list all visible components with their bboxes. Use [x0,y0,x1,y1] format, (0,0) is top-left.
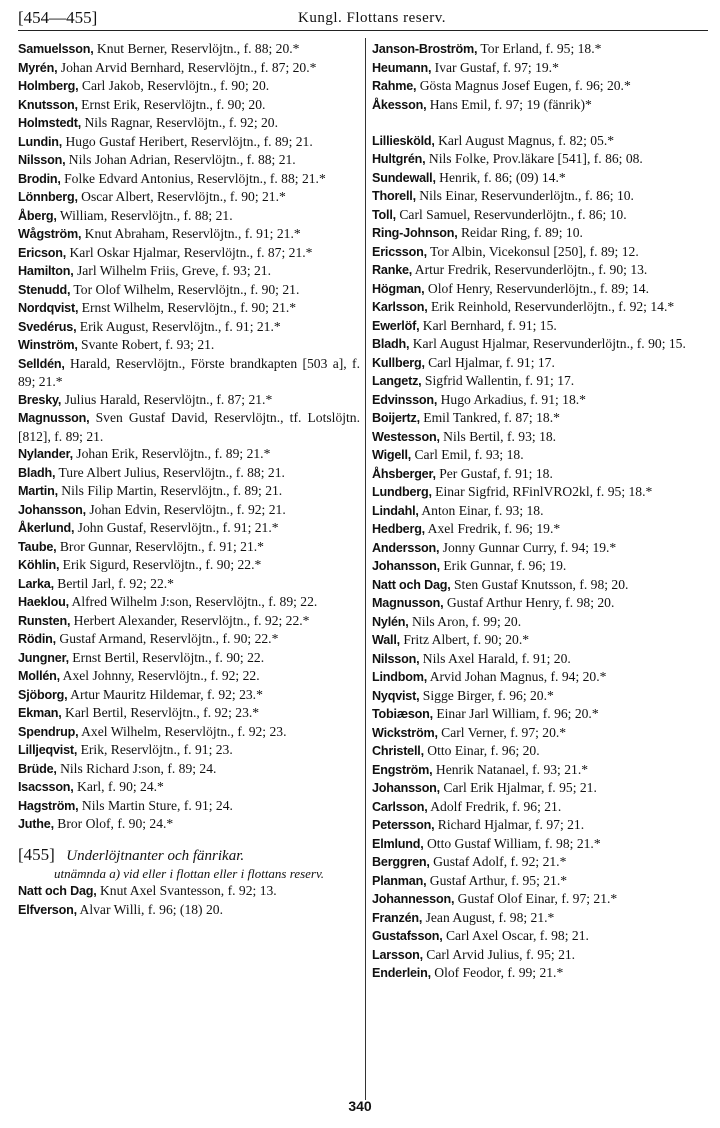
register-entry [18,901,360,920]
entry-details: Nils Ragnar, Reservlöjtn., f. 92; 20. [81,115,278,130]
register-entry [18,575,360,594]
entry-surname: Winström, [18,338,78,352]
entry-details: Sten Gustaf Knutsson, f. 98; 20. [450,576,629,592]
entry-surname: Lilliesköld, [372,133,435,148]
entry-surname: Johansson, [18,502,86,517]
register-entry [372,946,708,965]
register-entry [372,59,708,78]
entry-details: Knut Berner, Reservlöjtn., f. 88; 20.* [93,41,300,56]
entry-details: Jarl Wilhelm Friis, Greve, f. 93; 21. [73,263,271,278]
entry-details: Herbert Alexander, Reservlöjtn., f. 92; 22.* [70,612,310,628]
page-number: 340 [348,1098,372,1114]
register-entry [18,355,360,391]
register-entry [372,668,708,687]
entry-details: Hans Emil, f. 97; 19 (fänrik)* [426,96,592,112]
register-entry [372,40,708,59]
entry-details: Bror Olof, f. 90; 24.* [53,816,174,831]
entry-details: Ernst Wilhelm, Reservlöjtn., f. 90; 21.* [78,300,297,315]
entry-details: Sven Gustaf David, Reservlöjtn., tf. Lotslöjtn. [812], f. 89; 21. [18,410,360,444]
entry-surname: Johansson, [372,781,440,795]
entry-surname: Lindahl, [372,503,419,518]
entry-details: Jean August, f. 98; 21.* [422,909,555,925]
register-entry [18,704,360,723]
register-entry [372,576,708,595]
column-divider [365,38,366,1100]
entry-surname: Hagström, [18,798,79,813]
register-entry [18,815,360,834]
entry-details: Svante Robert, f. 93; 21. [77,337,215,352]
entry-surname: Juthe, [18,817,54,831]
entry-details: Karl August Magnus, f. 82; 05.* [434,132,615,148]
register-entry [372,261,708,280]
entry-details: Gustaf Adolf, f. 92; 21.* [429,854,567,869]
register-entry [18,649,360,668]
entry-details: Reidar Ring, f. 89; 10. [457,225,583,240]
register-entry [372,761,708,780]
entry-surname: Wigell, [372,448,412,462]
entry-details: Jonny Gunnar Curry, f. 94; 19.* [439,539,617,555]
entry-details: Einar Sigfrid, RFinlVRO2kl, f. 95; 18.* [431,484,653,499]
entry-surname: Lindbom, [372,670,428,684]
register-entry [18,686,360,705]
entry-surname: Carlsson, [372,799,428,814]
entry-surname: Hamilton, [18,264,74,278]
entry-details: Otto Einar, f. 96; 20. [423,743,540,758]
entry-details: Carl Emil, f. 93; 18. [411,447,524,462]
register-entry [18,391,360,410]
entry-details: Johan Edvin, Reservlöjtn., f. 92; 21. [85,501,286,517]
register-entry [372,872,708,891]
entry-surname: Åkesson, [372,97,427,112]
register-entry [372,465,708,484]
entry-surname: Bladh, [372,337,410,351]
register-entry [372,96,708,115]
entry-surname: Åberg, [18,208,57,223]
entry-surname: Franzén, [372,910,423,925]
entry-details: Carl Jakob, Reservlöjtn., f. 90; 20. [78,78,270,93]
entry-details: Erik Gunnar, f. 96; 19. [439,558,567,573]
entry-details: Ernst Bertil, Reservlöjtn., f. 90; 22. [68,649,265,665]
entry-surname: Wickström, [372,725,438,740]
page-range: [454—455] [18,8,98,27]
entry-surname: Westesson, [372,429,440,444]
register-entry [18,501,360,520]
left-column [18,40,360,919]
section-number: [455] [18,844,55,864]
entry-details: Folke Edvard Antonius, Reservlöjtn., f. 88; 21.* [60,170,326,186]
entry-surname: Ring-Johnson, [372,226,458,240]
entry-details: Erik Sigurd, Reservlöjtn., f. 90; 22.* [59,557,262,572]
entry-surname: Stenudd, [18,282,71,297]
entry-details: Adolf Fredrik, f. 96; 21. [427,798,562,814]
register-entry [18,482,360,501]
register-entry [18,281,360,300]
right-entry-list-top [372,40,708,114]
entry-details: Carl Axel Oscar, f. 98; 21. [442,928,589,943]
entry-details: Karl Oskar Hjalmar, Reservlöjtn., f. 87; 21.* [66,244,313,260]
entry-details: Nils Martin Sture, f. 91; 24. [78,797,233,813]
entry-details: Ernst Erik, Reservlöjtn., f. 90; 20. [77,96,266,112]
entry-surname: Ranke, [372,263,413,277]
register-entry [18,445,360,464]
entry-surname: Engström, [372,762,433,777]
entry-surname: Myrén, [18,60,58,75]
register-entry [372,354,708,373]
entry-details: Nils Folke, Prov.läkare [541], f. 86; 08. [425,151,643,166]
entry-surname: Magnusson, [18,411,90,425]
entry-details: Richard Hjalmar, f. 97; 21. [434,817,585,832]
entry-surname: Bladh, [18,465,56,480]
register-entry [18,630,360,649]
register-entry [372,280,708,299]
entry-surname: Sundewall, [372,170,436,185]
register-entry [372,539,708,558]
register-entry [18,188,360,207]
register-entry [372,391,708,410]
register-entry [18,593,360,612]
register-entry [372,150,708,169]
entry-surname: Elmlund, [372,836,424,851]
entry-details: Nils Johan Adrian, Reservlöjtn., f. 88; 21. [65,152,296,167]
entry-details: Karl August Hjalmar, Reservunderlöjtn., f. 90; 15. [409,336,686,351]
entry-surname: Taube, [18,539,57,554]
entry-details: Alfred Wilhelm J:son, Reservlöjtn., f. 89; 22. [68,594,318,609]
entry-surname: Hedberg, [372,522,425,536]
entry-surname: Brodin, [18,171,61,186]
entry-details: Carl Samuel, Reservunderlöjtn., f. 86; 10. [395,206,627,222]
register-entry [372,428,708,447]
register-entry [18,151,360,170]
entry-details: Gustaf Arthur, f. 95; 21.* [426,872,568,888]
entry-details: Axel Fredrik, f. 96; 19.* [424,521,561,536]
entry-details: Nils Richard J:son, f. 89; 24. [56,760,217,776]
entry-surname: Nylander, [18,447,73,461]
entry-surname: Johansson, [372,559,440,573]
register-entry [372,169,708,188]
entry-details: Knut Abraham, Reservlöjtn., f. 91; 21.* [81,226,301,241]
entry-surname: Larka, [18,576,54,591]
entry-surname: Spendrup, [18,724,79,739]
entry-surname: Karlsson, [372,300,428,314]
entry-details: Nils Bertil, f. 93; 18. [439,428,557,444]
register-entry [372,909,708,928]
entry-surname: Magnusson, [372,596,444,610]
entry-details: Ivar Gustaf, f. 97; 19.* [431,59,559,75]
entry-details: Alvar Willi, f. 96; (18) 20. [76,901,223,917]
entry-details: Erik August, Reservlöjtn., f. 91; 21.* [76,318,281,334]
entry-details: Erik Reinhold, Reservunderlöjtn., f. 92; 14.* [427,299,675,314]
entry-details: Oscar Albert, Reservlöjtn., f. 90; 21.* [77,189,286,204]
entry-surname: Christell, [372,744,424,758]
entry-surname: Kullberg, [372,355,425,370]
register-entry [18,299,360,318]
entry-surname: Brüde, [18,761,57,776]
register-entry [18,114,360,133]
register-entry [18,207,360,226]
register-entry [372,557,708,576]
entry-details: Carl Erik Hjalmar, f. 95; 21. [439,780,597,795]
entry-details: Nils Aron, f. 99; 20. [408,613,522,629]
entry-details: Henrik Natanael, f. 93; 21.* [432,761,589,777]
section-subtitle: utnämnda a) vid eller i flottan eller i flottans reserv. [53,866,325,881]
register-entry [372,446,708,465]
register-entry [372,650,708,669]
entry-details: Artur Mauritz Hildemar, f. 92; 23.* [67,686,263,702]
register-entry [18,538,360,557]
register-entry [372,502,708,521]
section-heading [18,846,360,866]
entry-details: Knut Axel Svantesson, f. 92; 13. [96,883,277,898]
entry-details: Nils Filip Martin, Reservlöjtn., f. 89; 21. [57,483,283,498]
entry-surname: Selldén, [18,356,65,371]
right-entry-list [372,132,708,983]
spacer [372,114,708,132]
register-entry [18,318,360,337]
entry-details: Tor Erland, f. 95; 18.* [477,41,602,56]
entry-surname: Wall, [372,633,400,647]
register-entry [372,243,708,262]
entry-surname: Mollén, [18,669,60,683]
register-entry [18,170,360,189]
entry-surname: Köhlin, [18,558,60,572]
entry-surname: Natt och Dag, [18,884,97,898]
entry-surname: Bresky, [18,392,62,407]
entry-details: Per Gustaf, f. 91; 18. [435,465,553,481]
register-entry [372,964,708,983]
register-entry [18,244,360,263]
entry-surname: Knutsson, [18,97,78,112]
register-entry [18,77,360,96]
entry-details: Sigfrid Wallentin, f. 91; 17. [421,373,575,388]
entry-details: Fritz Albert, f. 90; 20.* [399,632,530,647]
register-entry [18,760,360,779]
register-entry [372,613,708,632]
entry-details: Tor Albin, Vicekonsul [250], f. 89; 12. [426,243,639,259]
register-entry [18,409,360,445]
register-entry [18,96,360,115]
entry-details: Johan Erik, Reservlöjtn., f. 89; 21.* [72,446,271,461]
entry-surname: Edvinsson, [372,392,438,407]
entry-surname: Samuelsson, [18,42,94,56]
entry-surname: Rahme, [372,79,417,93]
entry-details: Nils Einar, Reservunderlöjtn., f. 86; 10. [415,188,634,203]
entry-details: Karl Bernhard, f. 91; 15. [419,317,557,333]
entry-surname: Larsson, [372,947,423,962]
register-entry [18,612,360,631]
entry-surname: Johannesson, [372,892,455,906]
entry-surname: Sjöborg, [18,687,68,702]
entry-surname: Andersson, [372,540,440,555]
register-entry [372,890,708,909]
left-entry-list [18,40,360,834]
register-entry [372,742,708,761]
entry-surname: Gustafsson, [372,929,443,943]
entry-surname: Wågström, [18,227,82,241]
left-entry-list-after [18,882,360,919]
register-entry [18,59,360,78]
register-entry [18,519,360,538]
entry-details: Gustaf Armand, Reservlöjtn., f. 90; 22.* [55,631,279,646]
entry-details: Anton Einar, f. 93; 18. [418,502,544,518]
entry-surname: Lönnberg, [18,190,78,204]
entry-surname: Martin, [18,484,58,498]
register-entry [18,882,360,901]
entry-surname: Ewerlöf, [372,318,420,333]
register-entry [18,667,360,686]
entry-details: Henrik, f. 86; (09) 14.* [435,169,566,185]
entry-details: Sigge Birger, f. 96; 20.* [419,687,554,703]
register-entry [372,798,708,817]
entry-surname: Lundin, [18,134,63,149]
entry-details: Hugo Arkadius, f. 91; 18.* [437,391,586,407]
section-title: Underlöjtnanter och fänrikar. [66,847,245,864]
entry-details: Julius Harald, Reservlöjtn., f. 87; 21.* [61,391,273,407]
register-entry [372,687,708,706]
entry-details: Hugo Gustaf Heribert, Reservlöjtn., f. 89; 21. [62,133,313,149]
entry-surname: Planman, [372,873,427,888]
entry-surname: Boijertz, [372,411,420,425]
entry-surname: Ericson, [18,245,67,260]
entry-details: Emil Tankred, f. 87; 18.* [419,410,560,425]
entry-surname: Petersson, [372,818,435,832]
register-entry [372,724,708,743]
entry-surname: Enderlein, [372,966,431,980]
entry-surname: Åhsberger, [372,466,436,481]
entry-surname: Nylén, [372,614,409,629]
entry-details: Gösta Magnus Josef Eugen, f. 96; 20.* [416,78,631,93]
entry-details: Carl Arvid Julius, f. 95; 21. [422,946,576,962]
entry-surname: Holmstedt, [18,116,82,130]
running-title: Kungl. Flottans reserv. [298,10,447,26]
register-entry [372,187,708,206]
entry-surname: Isacsson, [18,780,74,794]
entry-surname: Holmberg, [18,79,79,93]
entry-surname: Åkerlund, [18,521,75,535]
entry-surname: Natt och Dag, [372,577,451,592]
register-entry [372,631,708,650]
entry-surname: Thorell, [372,189,416,203]
register-entry [372,206,708,225]
entry-surname: Heumann, [372,60,432,75]
entry-details: Otto Gustaf William, f. 98; 21.* [423,835,601,851]
entry-details: Harald, Reservlöjtn., Förste brandkapten [503 a], f. 89; 21.* [18,355,360,389]
entry-surname: Nilsson, [372,651,420,666]
entry-surname: Nordqvist, [18,301,79,315]
entry-surname: Toll, [372,207,396,222]
entry-surname: Janson-Broström, [372,42,478,56]
entry-surname: Haeklou, [18,595,69,609]
entry-details: Gustaf Olof Einar, f. 97; 21.* [454,891,618,906]
entry-surname: Berggren, [372,855,430,869]
entry-surname: Jungner, [18,650,69,665]
entry-surname: Rödin, [18,632,56,646]
entry-surname: Högman, [372,281,425,296]
entry-details: Olof Feodor, f. 99; 21.* [430,965,564,980]
entry-details: Karl, f. 90; 24.* [73,779,164,794]
register-entry [372,372,708,391]
register-entry [372,816,708,835]
entry-details: Tor Olof Wilhelm, Reservlöjtn., f. 90; 21. [70,281,300,297]
register-entry [372,132,708,151]
entry-surname: Elfverson, [18,902,77,917]
register-entry [18,464,360,483]
entry-details: Artur Fredrik, Reservunderlöjtn., f. 90; 13. [412,262,648,277]
entry-surname: Lilljeqvist, [18,743,78,757]
entry-details: Arvid Johan Magnus, f. 94; 20.* [427,669,607,684]
entry-surname: Langetz, [372,374,422,388]
register-entry [372,853,708,872]
register-entry [372,298,708,317]
register-entry [372,594,708,613]
entry-details: Carl Verner, f. 97; 20.* [437,724,567,740]
entry-surname: Ekman, [18,706,62,720]
register-entry [18,778,360,797]
entry-surname: Nyqvist, [372,688,420,703]
register-entry [18,336,360,355]
entry-details: Gustaf Arthur Henry, f. 98; 20. [443,595,615,610]
register-entry [18,133,360,152]
register-entry [372,779,708,798]
entry-details: William, Reservlöjtn., f. 88; 21. [56,207,233,223]
register-entry [18,40,360,59]
page-header [18,8,708,31]
register-entry [18,556,360,575]
entry-details: John Gustaf, Reservlöjtn., f. 91; 21.* [74,520,279,535]
entry-surname: Ericsson, [372,244,427,259]
entry-details: Olof Henry, Reservunderlöjtn., f. 89; 14. [424,280,649,296]
register-entry [18,741,360,760]
entry-surname: Hultgrén, [372,152,426,166]
register-entry [372,520,708,539]
entry-details: Bertil Jarl, f. 92; 22.* [53,575,174,591]
register-entry [18,225,360,244]
entry-details: Ture Albert Julius, Reservlöjtn., f. 88; 21. [55,464,285,480]
entry-surname: Runsten, [18,613,71,628]
register-entry [372,317,708,336]
entry-details: Axel Wilhelm, Reservlöjtn., f. 92; 23. [78,723,287,739]
entry-details: Erik, Reservlöjtn., f. 91; 23. [77,742,233,757]
register-entry [18,723,360,742]
entry-details: Carl Hjalmar, f. 91; 17. [424,354,555,370]
register-entry [372,835,708,854]
entry-surname: Lundberg, [372,485,432,499]
entry-details: Nils Axel Harald, f. 91; 20. [419,650,571,666]
entry-surname: Tobiæson, [372,707,433,721]
entry-details: Einar Jarl William, f. 96; 20.* [432,706,599,721]
register-entry [372,224,708,243]
register-entry [372,927,708,946]
right-column [372,40,708,983]
entry-surname: Svedérus, [18,319,77,334]
register-entry [372,409,708,428]
register-entry [18,797,360,816]
entry-surname: Nilsson, [18,153,66,167]
entry-details: Bror Gunnar, Reservlöjtn., f. 91; 21.* [56,538,264,554]
register-entry [372,335,708,354]
register-entry [18,262,360,281]
entry-details: Karl Bertil, Reservlöjtn., f. 92; 23.* [61,705,260,720]
register-entry [372,77,708,96]
entry-details: Johan Arvid Bernhard, Reservlöjtn., f. 87; 20.* [57,59,317,75]
register-entry [372,705,708,724]
entry-details: Axel Johnny, Reservlöjtn., f. 92; 22. [59,668,260,683]
register-entry [372,483,708,502]
